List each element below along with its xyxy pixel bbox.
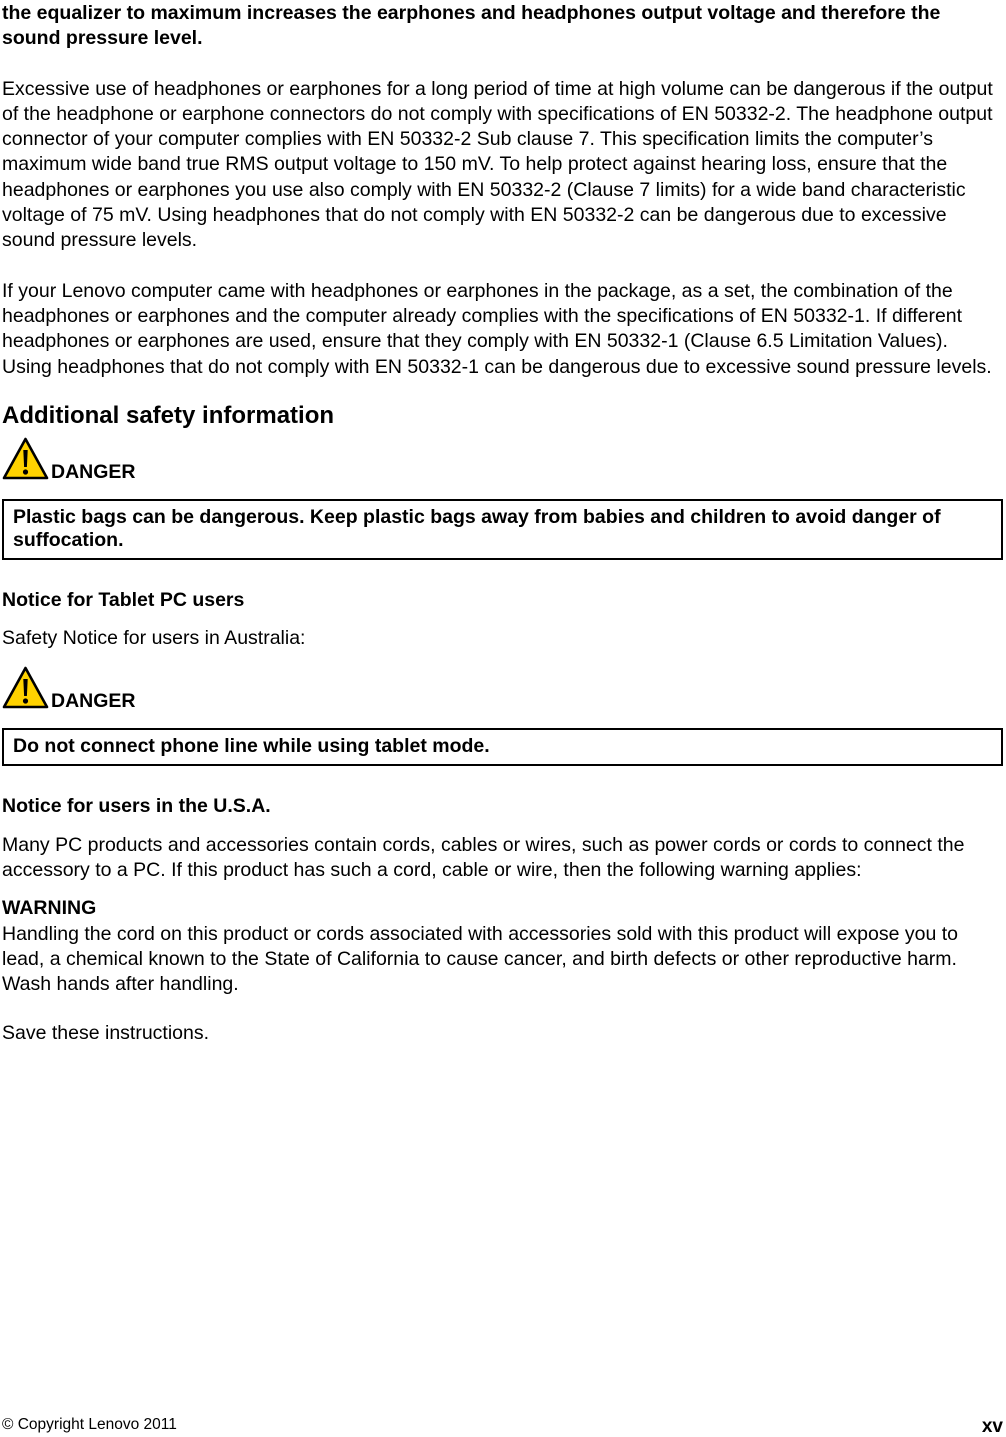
save-instructions-text: Save these instructions. xyxy=(2,1021,210,1044)
section-heading: Additional safety information xyxy=(2,401,335,429)
footer-copyright: © Copyright Lenovo 2011 xyxy=(2,1416,177,1433)
warning-label: WARNING xyxy=(2,897,97,920)
danger-label-row-2 xyxy=(2,666,1003,713)
usa-notice-heading: Notice for users in the U.S.A. xyxy=(2,795,271,818)
danger-label-row-1 xyxy=(2,437,1003,481)
headphone-voltage-paragraph: Excessive use of headphones or earphones for a long period of time at high volume can be dangerous if the output of the headphone or earphone connectors do not comply with specifications of EN 50332-2. The headphone output connector of your computer complies with EN 50332-2 Sub clause 7. This specification limits the computer’s maximum wide band true RMS output voltage to 150 mV. To help protect against hearing loss, ensure that the headphones or earphones you use also comply with EN 50332-2 (Clause 7 limits) for a wide band characteristic voltage of 75 mV. Using headphones that do not comply with EN 50332-2 can be dangerous due to excessive sound pressure levels. xyxy=(2,77,993,252)
warning-triangle-icon xyxy=(2,437,49,481)
usa-notice-text: Many PC products and accessories contain cords, cables or wires, such as power cords or cords to connect the accessory to a PC. If this product has such a cord, cable or wire, then the following warning applies: xyxy=(2,833,965,882)
danger-label: DANGER xyxy=(51,690,136,713)
document-page xyxy=(2,0,1003,1046)
tablet-notice-text: Safety Notice for users in Australia: xyxy=(2,627,306,650)
tablet-notice-heading: Notice for Tablet PC users xyxy=(2,588,245,611)
page-number: xv xyxy=(981,1416,1003,1437)
danger-notice-box-plastic-bags: Plastic bags can be dangerous. Keep plastic bags away from babies and children to avoid danger of suffocation. xyxy=(2,499,1003,560)
lenovo-headphones-paragraph: If your Lenovo computer came with headphones or earphones in the package, as a set, the combination of the headphones or earphones and the computer already complies with the specifications of EN 50332-1. If different headphones or earphones are used, ensure that they comply with EN 50332-1 (Clause 6.5 Limitation Values). Using headphones that do not comply with EN 50332-1 can be dangerous due to excessive sound pressure levels. xyxy=(2,279,992,378)
danger-notice-box-phone-line: Do not connect phone line while using tablet mode. xyxy=(2,728,1003,766)
danger-label: DANGER xyxy=(51,460,136,483)
warning-triangle-icon xyxy=(2,666,49,710)
warning-text: Handling the cord on this product or cords associated with accessories sold with this product will expose you to lead, a chemical known to the State of California to cause cancer, and birth defects or other reproductive harm. Wash hands after handling. xyxy=(2,922,958,996)
intro-bold-paragraph: the equalizer to maximum increases the earphones and headphones output voltage and therefore the sound pressure level. xyxy=(2,2,941,50)
